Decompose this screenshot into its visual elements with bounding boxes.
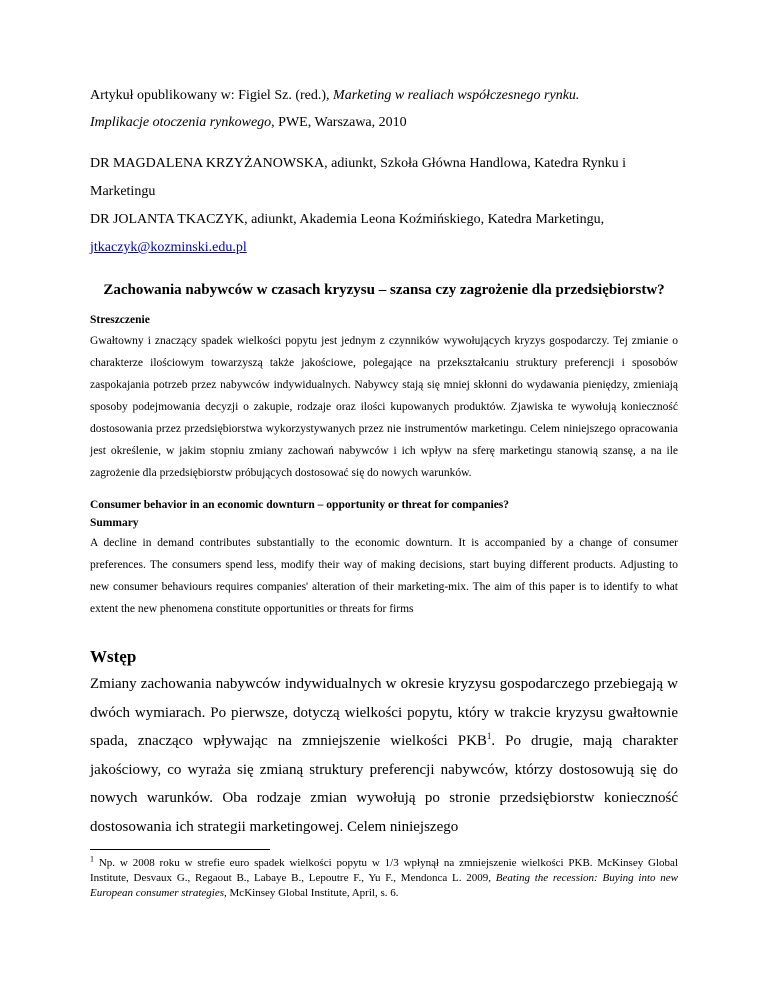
abstract-pl-text: Gwałtowny i znaczący spadek wielkości popytu jest jednym z czynników wywołujących kryzys gospodarczy. Tej zmianie o charakterze ilościowym towarzyszą także jakościowe, polegające na przekształcaniu struktury preferencji i sposobów zaspokajania potrzeb przez nabywców indywidualnych. Nabywcy stają się mniej skłonni do wydawania pieniędzy, zmieniają sposoby podejmowania decyzji o zakupie, rodzaje oraz ilości kupowanych produktów. Zjawiska te wywołują konieczność dostosowania przez przedsiębiorstwa wykorzystywanych przez nie instrumentów marketingu. Celem niniejszego opracowania jest określenie, w jakim stopniu zmiany zachowań nabywców i ich wpływ na sferę marketingu stanowią szansę, a na ile zagrożenie dla przedsiębiorstw próbujących dostosować się do nowych warunków. (90, 335, 678, 479)
intro-text-part-1: Zmiany zachowania nabywców indywidualnych w okresie kryzysu gospodarczego przebiegają w dwóch wymiarach. Po pierwsze, dotyczą wielkości popytu, który w trakcie kryzysu gwałtownie spada, znacząco wpływając na zmniejszenie wielkości PKB (90, 676, 678, 749)
footnote (90, 856, 678, 901)
abstract-pl-label: Streszczenie (90, 314, 150, 326)
paper-title: Zachowania nabywców w czasach kryzysu – szansa czy zagrożenie dla przedsiębiorstw? (103, 282, 665, 298)
email-link[interactable]: jtkaczyk@kozminski.edu.pl (90, 240, 247, 255)
intro-text-part-2: . Po drugie, mają charakter jakościowy, co wyraża się zmianą struktury preferencji nabywców, którzy dostosowują się do nowych warunków. Oba rodzaje zmian wywołują po stronie przedsiębiorstw konieczność dostosowania ich strategii marketingowej. Celem niniejszego (90, 733, 678, 835)
intro-paragraph (90, 670, 678, 841)
document-page (90, 82, 678, 901)
author-1: DR MAGDALENA KRZYŻANOWSKA, adiunkt, Szkoła Główna Handlowa, Katedra Rynku i Marketingu (90, 156, 627, 199)
book-subtitle: Implikacje otoczenia rynkowego (90, 115, 272, 130)
author-2: DR JOLANTA TKACZYK, adiunkt, Akademia Leona Koźmińskiego, Katedra Marketingu, (90, 212, 605, 227)
publication-prefix: Artykuł opublikowany w: Figiel Sz. (red.), (90, 88, 334, 103)
footnote-text-end: , McKinsey Global Institute, April, s. 6. (224, 887, 399, 899)
footnote-marker: 1 (90, 854, 94, 864)
authors-block (90, 150, 678, 262)
publication-note (90, 82, 678, 136)
footnote-cited-title: Beating the recession: Buying into new European consumer strategies (90, 872, 678, 899)
abstract-en-title: Consumer behavior in an economic downturn – opportunity or threat for companies? (90, 499, 510, 511)
footnote-divider (90, 849, 270, 850)
footnote-reference[interactable]: 1 (486, 731, 492, 741)
abstract-en-label: Summary (90, 517, 139, 529)
publication-suffix: , PWE, Warszawa, 2010 (271, 115, 407, 130)
book-title: Marketing w realiach współczesnego rynku. (333, 88, 580, 103)
abstract-en-text: A decline in demand contributes substantially to the economic downturn. It is accompanied by a change of consumer preferences. The consumers spend less, modify their way of making decisions, start buying different products. Adjusting to new consumer behaviours requires companies' alteration of their marketing-mix. The aim of this paper is to identify to what extent the new phenomena constitute opportunities or threats for firms (90, 537, 678, 615)
section-heading: Wstęp (90, 647, 137, 666)
footnote-text: Np. w 2008 roku w strefie euro spadek wielkości popytu w 1/3 wpłynął na zmniejszenie wielkości PKB. McKinsey Global Institute, Desvaux G., Regaout B., Labaye B., Lepoutre F., Yu F., Mendonca L. 2009, (90, 857, 678, 884)
